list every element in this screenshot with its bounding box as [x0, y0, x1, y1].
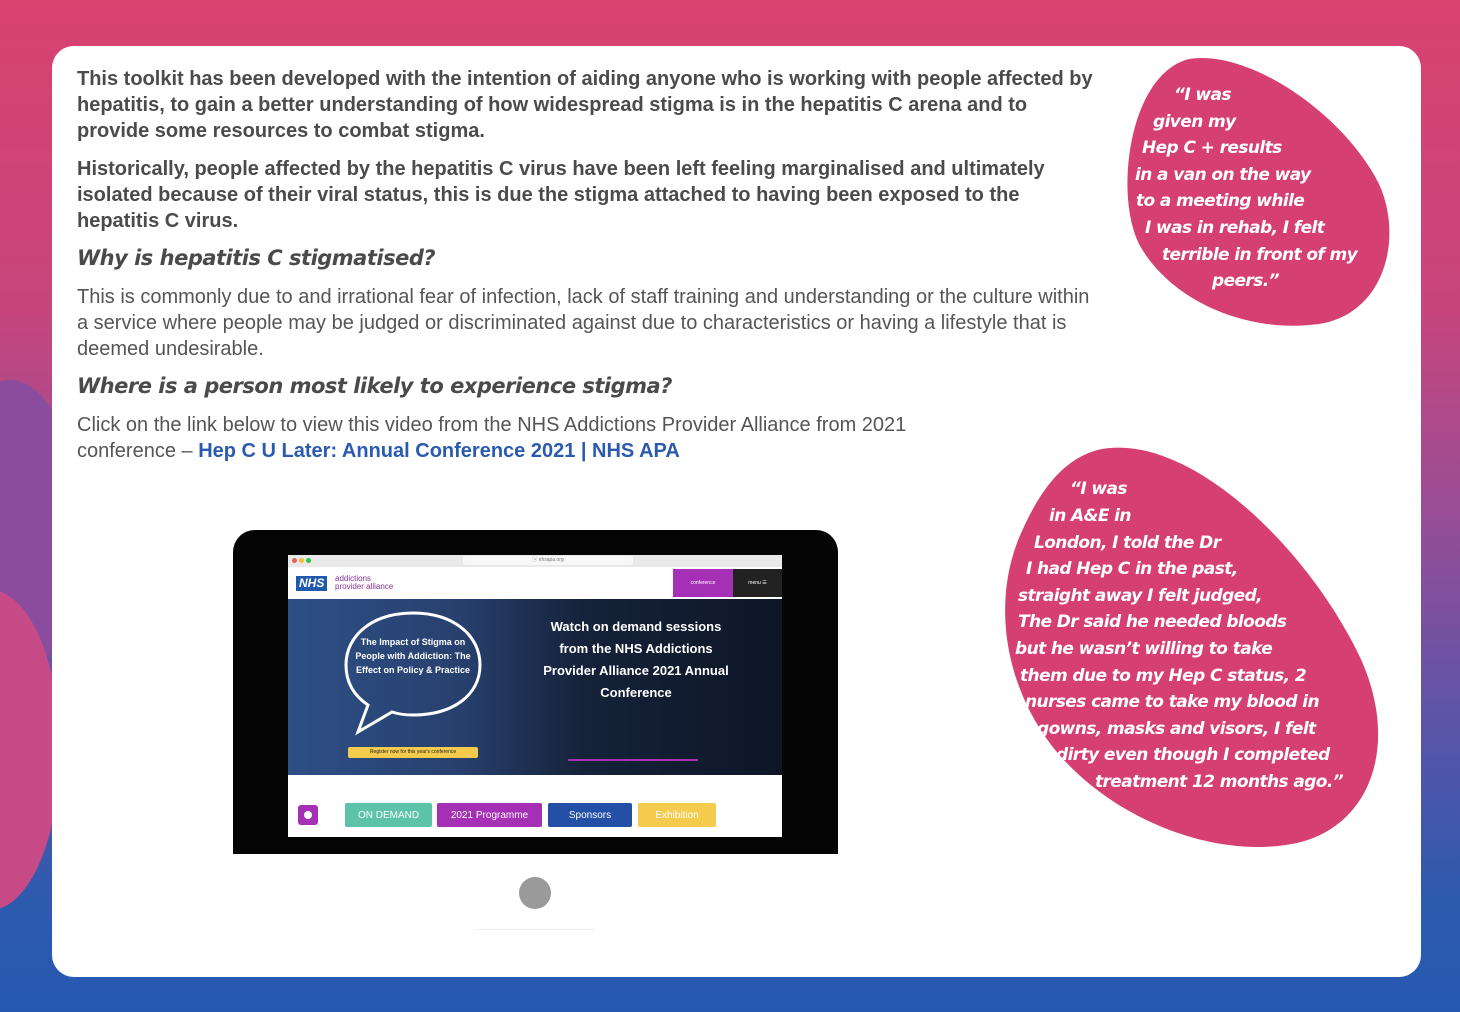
chat-icon[interactable] [298, 805, 318, 825]
monitor-stand-line [475, 929, 595, 930]
quote-2-line: but he wasn’t willing to take [1015, 639, 1273, 659]
quote-1-line: Hep C + results [1142, 138, 1282, 158]
quote-2-line: I had Hep C in the past, [1026, 559, 1238, 579]
on-demand-button[interactable]: ON DEMAND [345, 803, 432, 827]
browser-address-bar: ⓐ nhsapa.org [463, 556, 633, 565]
quote-1-line: peers.” [1212, 271, 1279, 291]
quote-2-line: “I was [1070, 479, 1127, 499]
quote-1-line: to a meeting while [1136, 191, 1305, 211]
intro-paragraph-1: This toolkit has been developed with the intention of aiding anyone who is working with people affected by hepatitis, to gain a better understanding of how widespread stigma is in the hepatitis C arena and to provide some resources to combat stigma. [77, 68, 1093, 142]
hero-bubble-text: The Impact of Stigma on People with Addiction: The Effect on Policy & Practice [355, 637, 471, 675]
quote-2-line: treatment 12 months ago.” [1095, 772, 1344, 792]
section-body-why: This is commonly due to and irrational fear of infection, lack of staff training and understanding or the culture within a service where people may be judged or discriminated against due to characteristics or having a lifestyle that is deemed undesirable. [77, 286, 1090, 360]
quote-1-line: I was in rehab, I felt [1145, 218, 1325, 238]
site-header [288, 567, 782, 599]
section-heading-why: Why is hepatitis C stigmatised? [77, 246, 436, 270]
hero-headline: Watch on demand sessions from the NHS Addictions Provider Alliance 2021 Annual Conference [543, 619, 729, 700]
window-maximize-icon [306, 558, 311, 563]
quote-1-line: in a van on the way [1135, 165, 1311, 185]
exhibition-button[interactable]: Exhibition [638, 803, 716, 827]
quote-1-line: terrible in front of my [1162, 245, 1358, 265]
video-hero [288, 599, 782, 775]
video-intro-text: Click on the link below to view this video from the NHS Addictions Provider Alliance from 2021 conference – [77, 414, 907, 462]
quote-2-line: dirty even though I completed [1056, 745, 1330, 765]
apa-logo-line-1: addictions [335, 574, 372, 583]
quote-2-line: straight away I felt judged, [1018, 586, 1263, 606]
nav-menu[interactable]: menu ☰ [733, 569, 782, 597]
intro-paragraph-2: Historically, people affected by the hepatitis C virus have been left feeling marginalised and ultimately isolated because of their viral status, this is due the stigma attached to having been exposed to the hepatitis C virus. [77, 158, 1045, 232]
quote-2-line: gowns, masks and visors, I felt [1037, 719, 1316, 739]
hero-divider [568, 759, 698, 761]
nhs-logo: NHS [296, 576, 327, 591]
quote-1-line: “I was [1174, 85, 1231, 105]
window-close-icon [292, 558, 297, 563]
quote-2-line: them due to my Hep C status, 2 [1020, 666, 1307, 686]
window-minimize-icon [299, 558, 304, 563]
video-monitor[interactable] [233, 530, 838, 854]
quote-2-line: London, I told the Dr [1034, 533, 1221, 553]
video-screen[interactable] [288, 555, 782, 837]
section-heading-where: Where is a person most likely to experience stigma? [77, 374, 672, 398]
quote-2-line: nurses came to take my blood in [1025, 692, 1319, 712]
quote-1-line: given my [1153, 112, 1236, 132]
nav-conference[interactable]: conference [673, 569, 733, 597]
quote-2-line: in A&E in [1049, 506, 1131, 526]
monitor-power-button [519, 877, 551, 909]
content-card [52, 46, 1421, 977]
browser-toolbar [288, 555, 782, 567]
conference-video-link[interactable]: Hep C U Later: Annual Conference 2021 | NHS APA [198, 440, 680, 462]
programme-button[interactable]: 2021 Programme [437, 803, 542, 827]
chat-bubble-glyph [304, 811, 312, 819]
quote-2-line: The Dr said he needed bloods [1018, 612, 1287, 632]
register-button[interactable]: Register now for this year's conference [348, 747, 478, 758]
apa-logo-line-2: provider alliance [335, 582, 394, 591]
sponsors-button[interactable]: Sponsors [548, 803, 632, 827]
